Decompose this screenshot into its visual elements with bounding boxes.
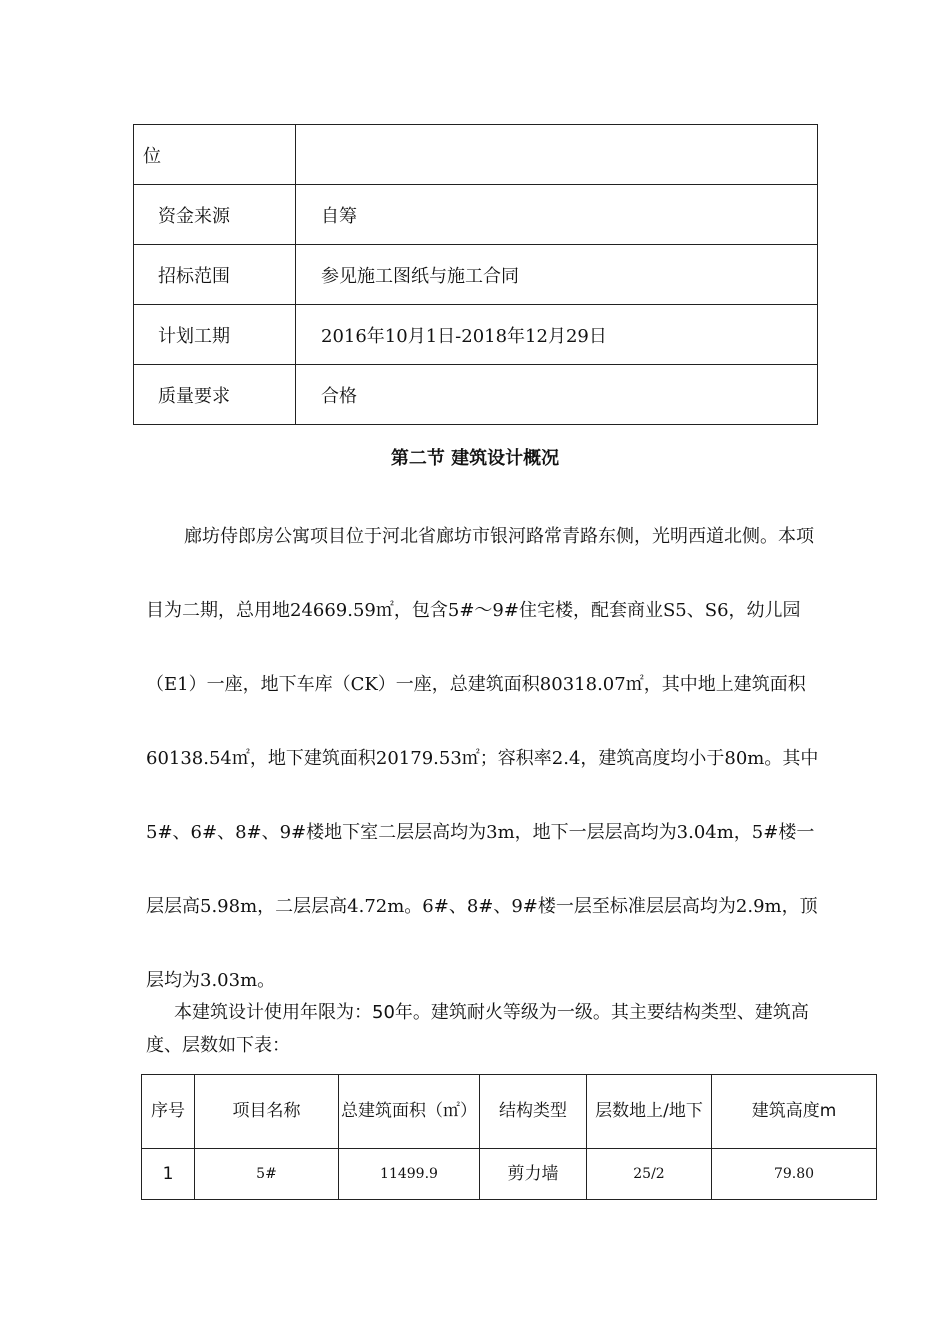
header-cell: 项目名称 <box>195 1075 339 1149</box>
table-cell: 1 <box>142 1149 195 1200</box>
header-cell: 结构类型 <box>480 1075 587 1149</box>
table-row <box>134 305 818 365</box>
header-cell: 层数地上/地下 <box>587 1075 712 1149</box>
table-cell-value: 合格 <box>296 365 818 425</box>
table-row <box>142 1149 877 1200</box>
table-cell: 25/2 <box>587 1149 712 1200</box>
table-row <box>134 245 818 305</box>
table-row <box>134 365 818 425</box>
table-cell-label: 位 <box>134 125 296 185</box>
overview-text: 廊坊侍郎房公寓项目位于河北省廊坊市银河路常青路东侧，光明西道北侧。本项目为二期，总用地24669.59㎡，包含5#～9#住宅楼，配套商业S5、S6，幼儿园（E1）一座，地下车库（CK）一座，总建筑面积80318.07㎡，其中地上建筑面积60138.54㎡，地下建筑面积20179.53㎡；容积率2.4，建筑高度均小于80m。其中5#、6#、8#、9#楼地下室二层层高均为3m，地下一层层高均为3.04m，5#楼一层层高5.98m，二层层高4.72m。6#、8#、9#楼一层至标准层层高均为2.9m，顶层均为3.03m。 <box>146 526 819 991</box>
header-cell: 总建筑面积（㎡） <box>339 1075 480 1149</box>
table-cell-label: 计划工期 <box>134 305 296 365</box>
table-cell: 79.80 <box>712 1149 877 1200</box>
project-info-table <box>133 124 818 425</box>
header-cell: 序号 <box>142 1075 195 1149</box>
table-cell-value: 2016年10月1日-2018年12月29日 <box>296 305 818 365</box>
table-cell-label: 质量要求 <box>134 365 296 425</box>
table-cell-label: 招标范围 <box>134 245 296 305</box>
table-cell-value: 参见施工图纸与施工合同 <box>296 245 818 305</box>
section-title: 第二节 建筑设计概况 <box>390 448 560 469</box>
table-header-row <box>142 1075 877 1149</box>
table-cell-value: 自筹 <box>296 185 818 245</box>
structure-table <box>141 1074 877 1200</box>
design-life-text: 本建筑设计使用年限为：50年。建筑耐火等级为一级。其主要结构类型、建筑高度、层数如下表： <box>146 1002 809 1056</box>
overview-paragraph <box>146 500 826 1018</box>
table-cell: 剪力墙 <box>480 1149 587 1200</box>
header-cell: 建筑高度m <box>712 1075 877 1149</box>
table-cell-label: 资金来源 <box>134 185 296 245</box>
design-life-paragraph <box>146 996 826 1062</box>
table-cell: 11499.9 <box>339 1149 480 1200</box>
table-row <box>134 125 818 185</box>
table-row <box>134 185 818 245</box>
table-cell-value <box>296 125 818 185</box>
table-cell: 5# <box>195 1149 339 1200</box>
